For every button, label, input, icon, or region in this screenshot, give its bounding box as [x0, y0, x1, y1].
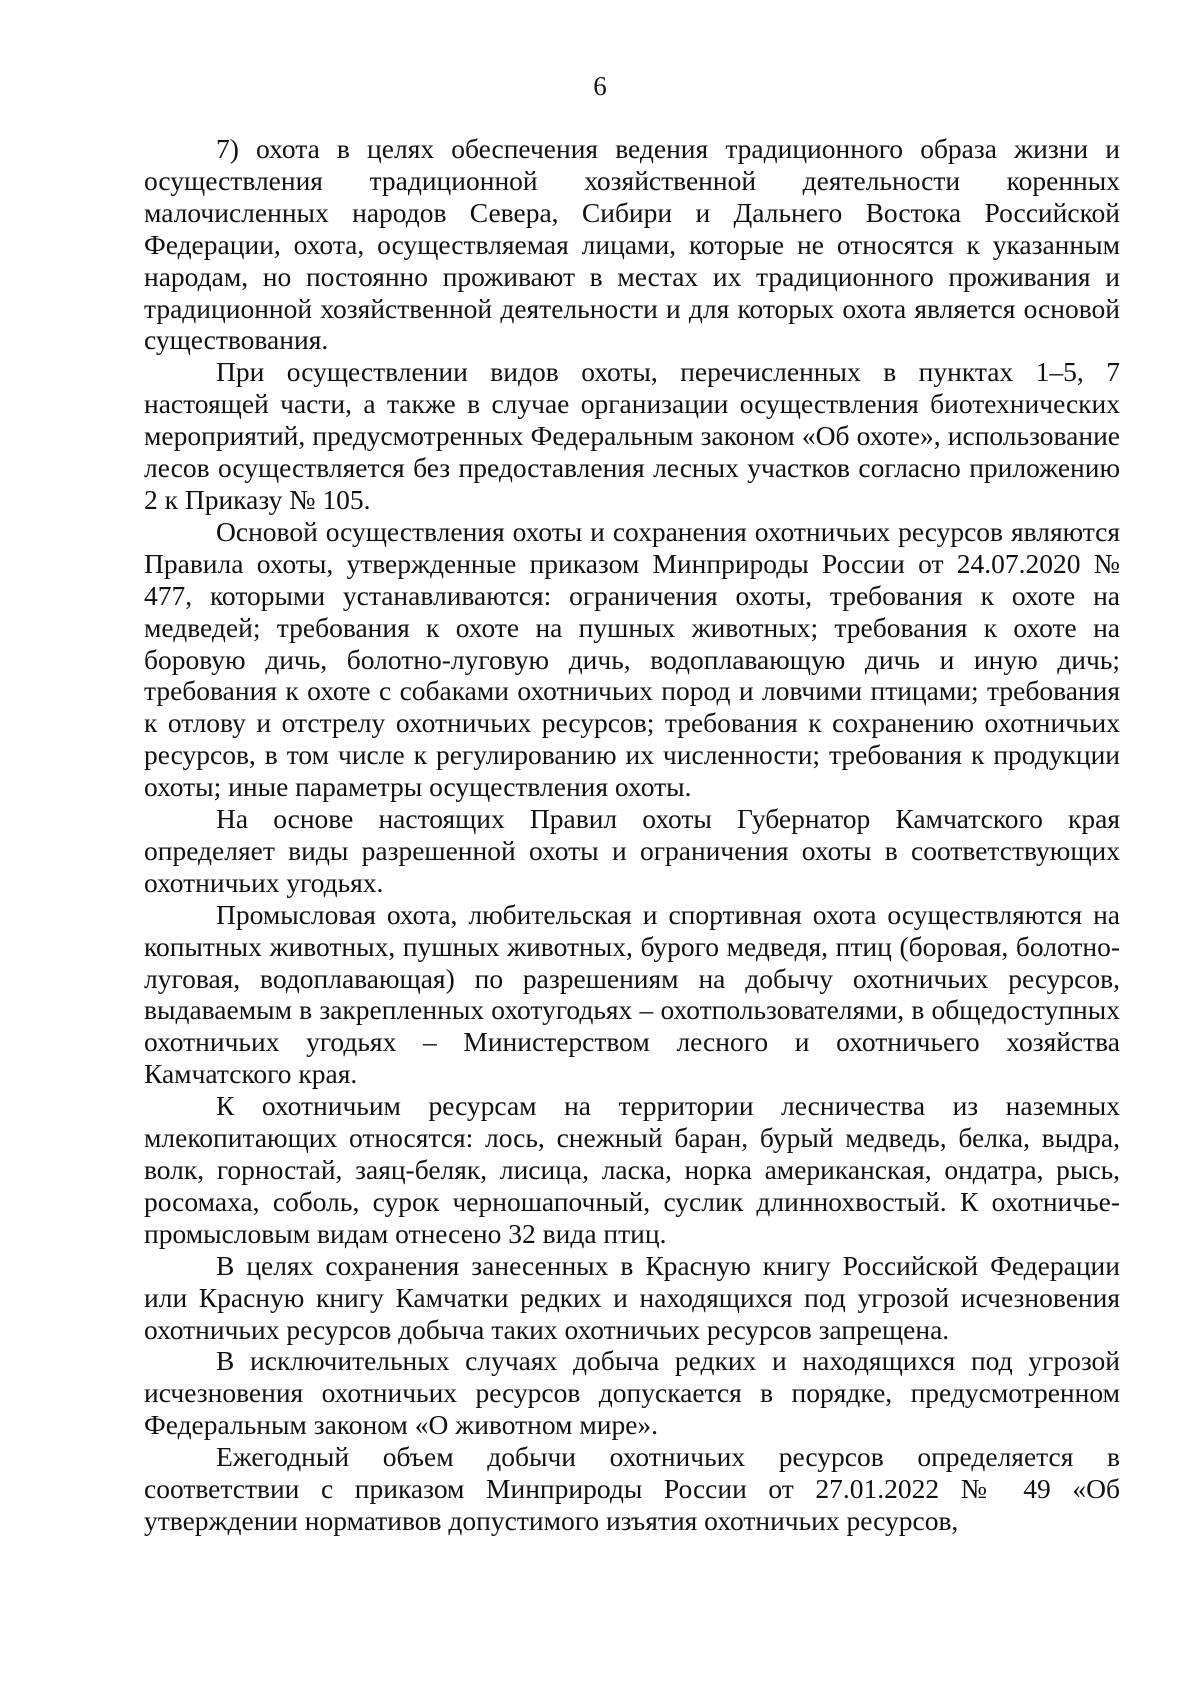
paragraph-red-book: В целях сохранения занесенных в Красную книгу Российской Федерации или Красную книгу Камчатки редких и находящихся под угрозой исчезновения охотничьих ресурсов добыча таких охотничьих ресурсов запрещена. — [144, 1249, 1120, 1345]
paragraph-hunting-permits: Промысловая охота, любительская и спортивная охота осуществляются на копытных животных, пушных животных, бурого медведя, птиц (боровая, болотно-луговая, водоплавающая) по разрешениям на добычу охотничьих ресурсов, выдаваемым в закрепленных охотугодьях – охотпользователями, в общедоступных охотничьих угодьях – Министерством лесного и охотничьего хозяйства Камчатского края. — [144, 898, 1120, 1090]
paragraph-governor-restrictions: На основе настоящих Правил охоты Губернатор Камчатского края определяет виды разрешенной охоты и ограничения охоты в соответствующих охотничьих угодьях. — [144, 803, 1120, 898]
paragraph-hunting-rules: Основой осуществления охоты и сохранения охотничьих ресурсов являются Правила охоты, утвержденные приказом Минприроды России от 24.07.2020 № 477, которыми устанавливаются: ограничения охоты, требования к охоте на медведей; требования к охоте на пушных животных; требования к охоте на боровую дичь, болотно-луговую дичь, водоплавающую дичь и иную дичь; требования к охоте с собаками охотничьих пород и ловчими птицами; требования к отлову и отстрелу охотничьих ресурсов; требования к сохранению охотничьих ресурсов, в том числе к регулированию их численности; требования к продукции охоты; иные параметры осуществления охоты. — [144, 515, 1120, 803]
paragraph-annual-volume: Ежегодный объем добычи охотничьих ресурсов определяется в соответствии с приказом Минприроды России от 27.01.2022 № 49 «Об утверждении нормативов допустимого изъятия охотничьих ресурсов, — [144, 1441, 1120, 1536]
paragraph-forest-use: При осуществлении видов охоты, перечисленных в пунктах 1–5, 7 настоящей части, а также в случае организации осуществления биотехнических мероприятий, предусмотренных Федеральным законом «Об охоте», использование лесов осуществляется без предоставления лесных участков согласно приложению 2 к Приказу № 105. — [144, 356, 1120, 515]
page-number: 6 — [593, 71, 607, 101]
paragraph-exceptional-cases: В исключительных случаях добыча редких и находящихся под угрозой исчезновения охотничьих ресурсов допускается в порядке, предусмотренном Федеральным законом «О животном мире». — [144, 1345, 1120, 1441]
paragraph-game-species: К охотничьим ресурсам на территории лесничества из наземных млекопитающих относятся: лось, снежный баран, бурый медведь, белка, выдра, волк, горностай, заяц-беляк, лисица, ласка, норка американская, ондатра, рысь, росомаха, соболь, сурок черношапочный, суслик длиннохвостый. К охотничье-промысловым видам отнесено 32 вида птиц. — [144, 1090, 1120, 1249]
body-text — [144, 133, 1120, 1537]
paragraph-item-7-hunting: 7) охота в целях обеспечения ведения традиционного образа жизни и осуществления традиционной хозяйственной деятельности коренных малочисленных народов Севера, Сибири и Дальнего Востока Российской Федерации, охота, осуществляемая лицами, которые не относятся к указанным народам, но постоянно проживают в местах их традиционного проживания и традиционной хозяйственной деятельности и для которых охота является основой существования. — [144, 133, 1120, 356]
